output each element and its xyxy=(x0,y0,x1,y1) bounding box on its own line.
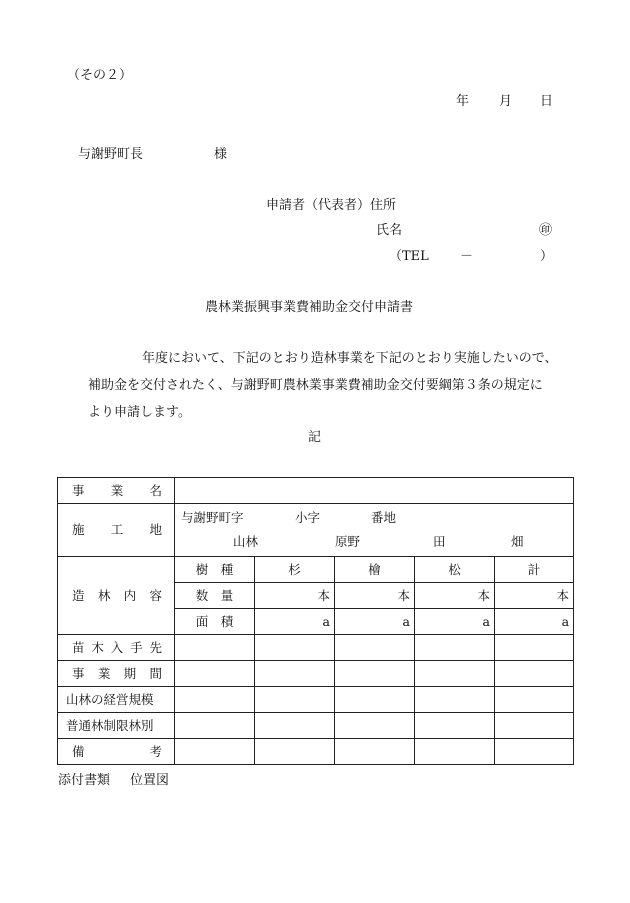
row-species xyxy=(58,557,574,583)
quantity-hinoki-field[interactable]: 本 xyxy=(335,583,415,609)
remarks-cell-1[interactable] xyxy=(175,739,255,765)
forest-scale-cell-3[interactable] xyxy=(335,687,415,713)
tel-dash: － xyxy=(460,249,474,264)
site-town: 与謝野町字 xyxy=(181,510,244,525)
ki-heading: 記 xyxy=(308,430,322,445)
addressee-name: 与謝野町長 xyxy=(78,147,144,162)
seedling-source-cell-3[interactable] xyxy=(335,635,415,661)
document-title: 農林業振興事業費補助金交付申請書 xyxy=(205,300,414,315)
row-project-period xyxy=(58,661,574,687)
species-hinoki: 檜 xyxy=(335,557,415,583)
forest-scale-cell-5[interactable] xyxy=(495,687,574,713)
forest-type-cell-1[interactable] xyxy=(175,713,255,739)
quantity-label: 数 量 xyxy=(175,583,255,609)
row-forest-type xyxy=(58,713,574,739)
species-matsu: 松 xyxy=(415,557,495,583)
seedling-source-label: 苗木入手先 xyxy=(58,635,175,661)
project-period-cell-1[interactable] xyxy=(175,661,255,687)
site-genya: 原野 xyxy=(335,534,361,549)
site-sanrin: 山林 xyxy=(233,534,259,549)
species-total: 計 xyxy=(495,557,574,583)
forest-scale-label: 山林の経営規模 xyxy=(58,687,175,713)
remarks-label: 備 考 xyxy=(58,739,175,765)
forest-type-cell-5[interactable] xyxy=(495,713,574,739)
quantity-total-field[interactable]: 本 xyxy=(495,583,574,609)
forest-type-label: 普通林制限林別 xyxy=(58,713,175,739)
project-period-cell-5[interactable] xyxy=(495,661,574,687)
area-label: 面 積 xyxy=(175,609,255,635)
row-seedling-source xyxy=(58,635,574,661)
planting-label: 造 林 内 容 xyxy=(58,557,175,635)
applicant-address-label: 申請者（代表者）住所 xyxy=(266,198,397,213)
attachment-label: 添付書類 xyxy=(58,773,111,788)
area-sugi-field[interactable]: a xyxy=(255,609,335,635)
forest-type-cell-4[interactable] xyxy=(415,713,495,739)
project-period-label: 事 業 期 間 xyxy=(58,661,175,687)
project-period-cell-4[interactable] xyxy=(415,661,495,687)
body-line-2: 補助金を交付されたく、与謝野町農林業事業費補助金交付要綱第３条の規定に xyxy=(88,378,543,393)
tel-label: （TEL xyxy=(389,249,429,264)
row-project-name xyxy=(58,478,574,504)
site-banchi: 番地 xyxy=(371,510,397,525)
project-name-field[interactable] xyxy=(175,478,574,504)
forest-scale-cell-4[interactable] xyxy=(415,687,495,713)
site-ta: 田 xyxy=(433,534,446,549)
attachment-value: 位置図 xyxy=(130,773,170,788)
quantity-matsu-field[interactable]: 本 xyxy=(415,583,495,609)
remarks-cell-5[interactable] xyxy=(495,739,574,765)
remarks-cell-2[interactable] xyxy=(255,739,335,765)
seedling-source-cell-5[interactable] xyxy=(495,635,574,661)
seedling-source-cell-1[interactable] xyxy=(175,635,255,661)
seedling-source-cell-2[interactable] xyxy=(255,635,335,661)
project-name-label: 事 業 名 xyxy=(58,478,175,504)
body-line-3: より申請します。 xyxy=(88,405,191,420)
site-hatake: 畑 xyxy=(511,534,524,549)
area-hinoki-field[interactable]: a xyxy=(335,609,415,635)
quantity-sugi-field[interactable]: 本 xyxy=(255,583,335,609)
applicant-name-label: 氏名 xyxy=(376,223,403,238)
forest-type-cell-3[interactable] xyxy=(335,713,415,739)
species-sugi: 杉 xyxy=(255,557,335,583)
row-forest-scale xyxy=(58,687,574,713)
seal-mark: ㊞ xyxy=(539,223,553,238)
date-day: 日 xyxy=(540,94,554,109)
date-month: 月 xyxy=(499,94,513,109)
tel-close: ） xyxy=(540,249,554,264)
date-year: 年 xyxy=(456,94,470,109)
project-period-cell-3[interactable] xyxy=(335,661,415,687)
species-label: 樹 種 xyxy=(175,557,255,583)
row-remarks xyxy=(58,739,574,765)
site-koaza: 小字 xyxy=(295,510,321,525)
forest-type-cell-2[interactable] xyxy=(255,713,335,739)
area-matsu-field[interactable]: a xyxy=(415,609,495,635)
addressee-honorific: 様 xyxy=(214,147,228,162)
row-site xyxy=(58,504,574,557)
forest-scale-cell-1[interactable] xyxy=(175,687,255,713)
area-total-field[interactable]: a xyxy=(495,609,574,635)
body-line-1: 年度において、下記のとおり造林事業を下記のとおり実施したいので、 xyxy=(142,351,558,366)
remarks-cell-4[interactable] xyxy=(415,739,495,765)
site-label: 施 工 地 xyxy=(58,504,175,557)
application-table xyxy=(57,477,574,765)
site-field[interactable] xyxy=(175,504,574,557)
form-number: （その２） xyxy=(67,68,133,83)
project-period-cell-2[interactable] xyxy=(255,661,335,687)
forest-scale-cell-2[interactable] xyxy=(255,687,335,713)
seedling-source-cell-4[interactable] xyxy=(415,635,495,661)
remarks-cell-3[interactable] xyxy=(335,739,415,765)
